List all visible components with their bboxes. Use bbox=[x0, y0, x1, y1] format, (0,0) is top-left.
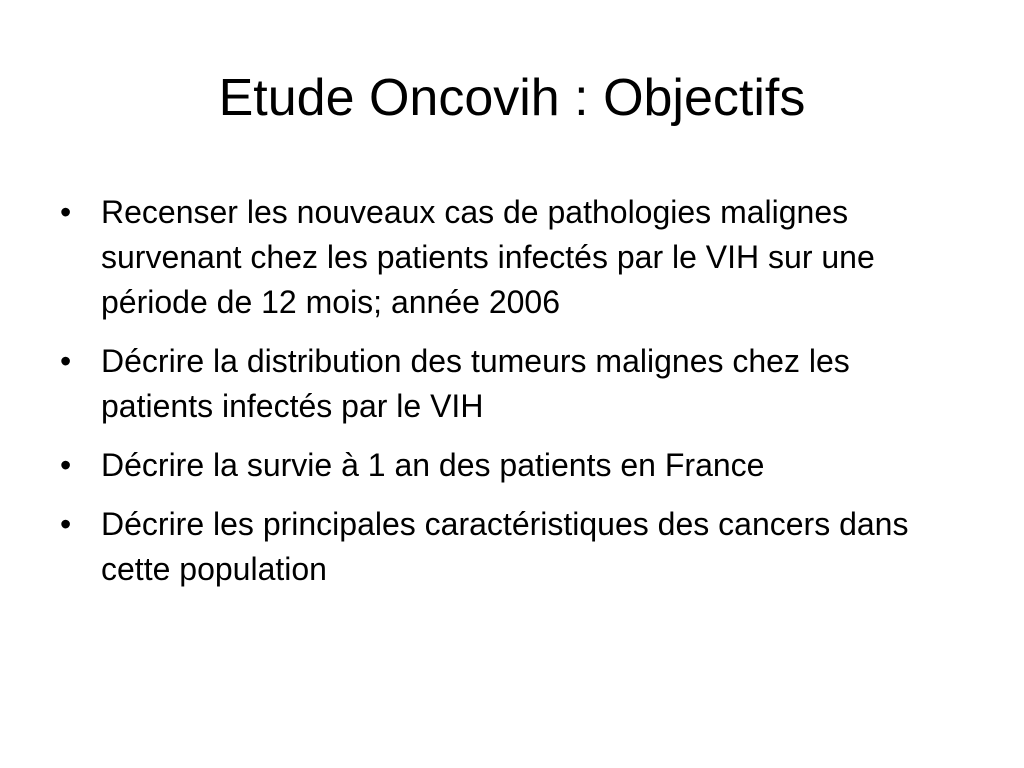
bullet-marker: • bbox=[60, 194, 72, 230]
bullet-text: Recenser les nouveaux cas de pathologies malignes survenant chez les patients infectés par le VIH sur une période de 12 mois; année 2006 bbox=[101, 194, 875, 320]
slide-title: Etude Oncovih : Objectifs bbox=[218, 69, 806, 127]
bullet-text: Décrire la survie à 1 an des patients en France bbox=[101, 447, 765, 483]
bullet-list bbox=[60, 190, 960, 606]
bullet-text: Décrire les principales caractéristiques des cancers dans cette population bbox=[101, 506, 909, 587]
bullet-marker: • bbox=[60, 343, 72, 379]
bullet-marker: • bbox=[60, 447, 72, 483]
bullet-item bbox=[60, 502, 960, 592]
bullet-item bbox=[60, 443, 960, 488]
bullet-marker: • bbox=[60, 506, 72, 542]
bullet-text: Décrire la distribution des tumeurs malignes chez les patients infectés par le VIH bbox=[101, 343, 850, 424]
bullet-item bbox=[60, 190, 960, 325]
bullet-item bbox=[60, 339, 960, 429]
